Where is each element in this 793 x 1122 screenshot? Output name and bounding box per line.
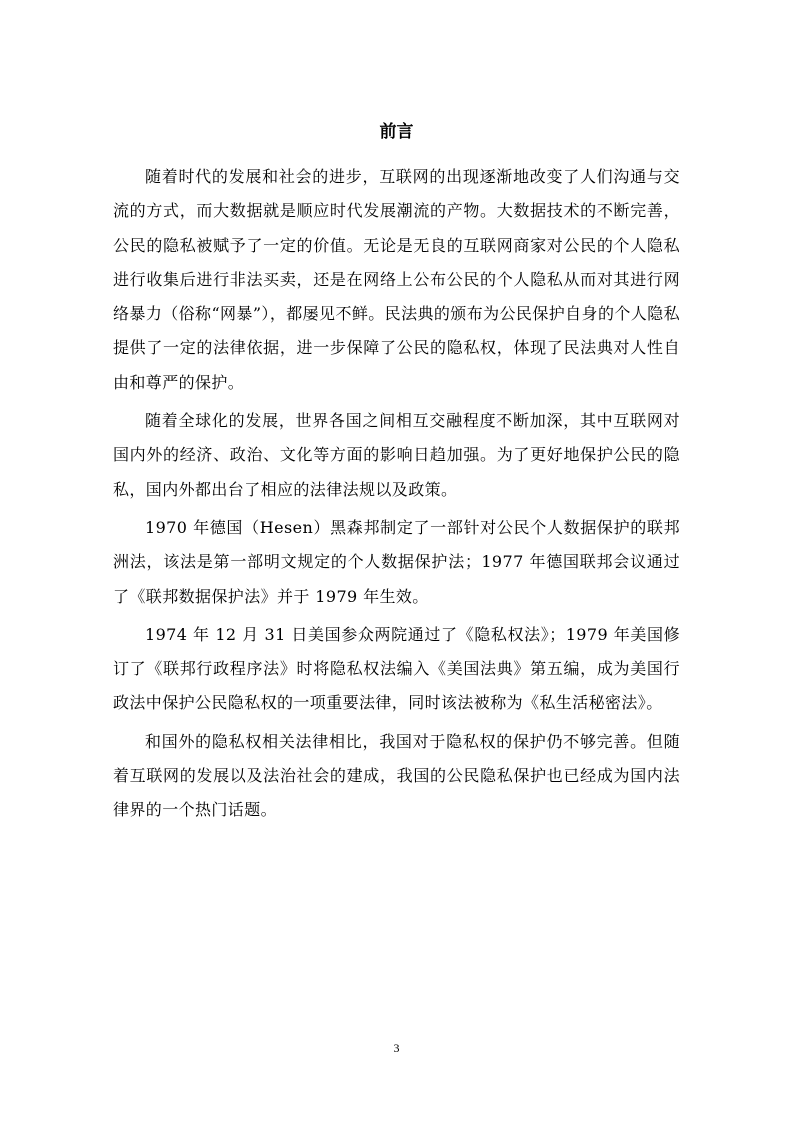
- paragraph-1: 随着时代的发展和社会的进步，互联网的出现逐渐地改变了人们沟通与交流的方式，而大数据就是顺应时代发展潮流的产物。大数据技术的不断完善，公民的隐私被赋予了一定的价值。无论是无良的互联网商家对公民的个人隐私进行收集后进行非法买卖，还是在网络上公布公民的个人隐私从而对其进行网络暴力（俗称“网暴”），都屡见不鲜。民法典的颁布为公民保护自身的个人隐私提供了一定的法律依据，进一步保障了公民的隐私权，体现了民法典对人性自由和尊严的保护。: [113, 167, 680, 392]
- body-text: [113, 160, 680, 832]
- paragraph-2: 随着全球化的发展，世界各国之间相互交融程度不断加深，其中互联网对国内外的经济、政治、文化等方面的影响日趋加强。为了更好地保护公民的隐私，国内外都出台了相应的法律法规以及政策。: [113, 411, 680, 499]
- page-number: 3: [393, 1041, 400, 1055]
- page-title: 前言: [379, 122, 414, 142]
- paragraph-5: 和国外的隐私权相关法律相比，我国对于隐私权的保护仍不够完善。但随着互联网的发展以及法治社会的建成，我国的公民隐私保护也已经成为国内法律界的一个热门话题。: [113, 731, 680, 820]
- paragraph-4: 1974 年 12 月 31 日美国参众两院通过了《隐私权法》；1979 年美国修订了《联邦行政程序法》时将隐私权法编入《美国法典》第五编，成为美国行政法中保护公民隐私权的一项重要法律，同时该法被称为《私生活秘密法》。: [113, 624, 680, 713]
- paragraph-3: 1970 年德国（Hesen）黑森邦制定了一部针对公民个人数据保护的联邦洲法，该法是第一部明文规定的个人数据保护法；1977 年德国联邦会议通过了《联邦数据保护法》并于 1979 年生效。: [113, 517, 680, 606]
